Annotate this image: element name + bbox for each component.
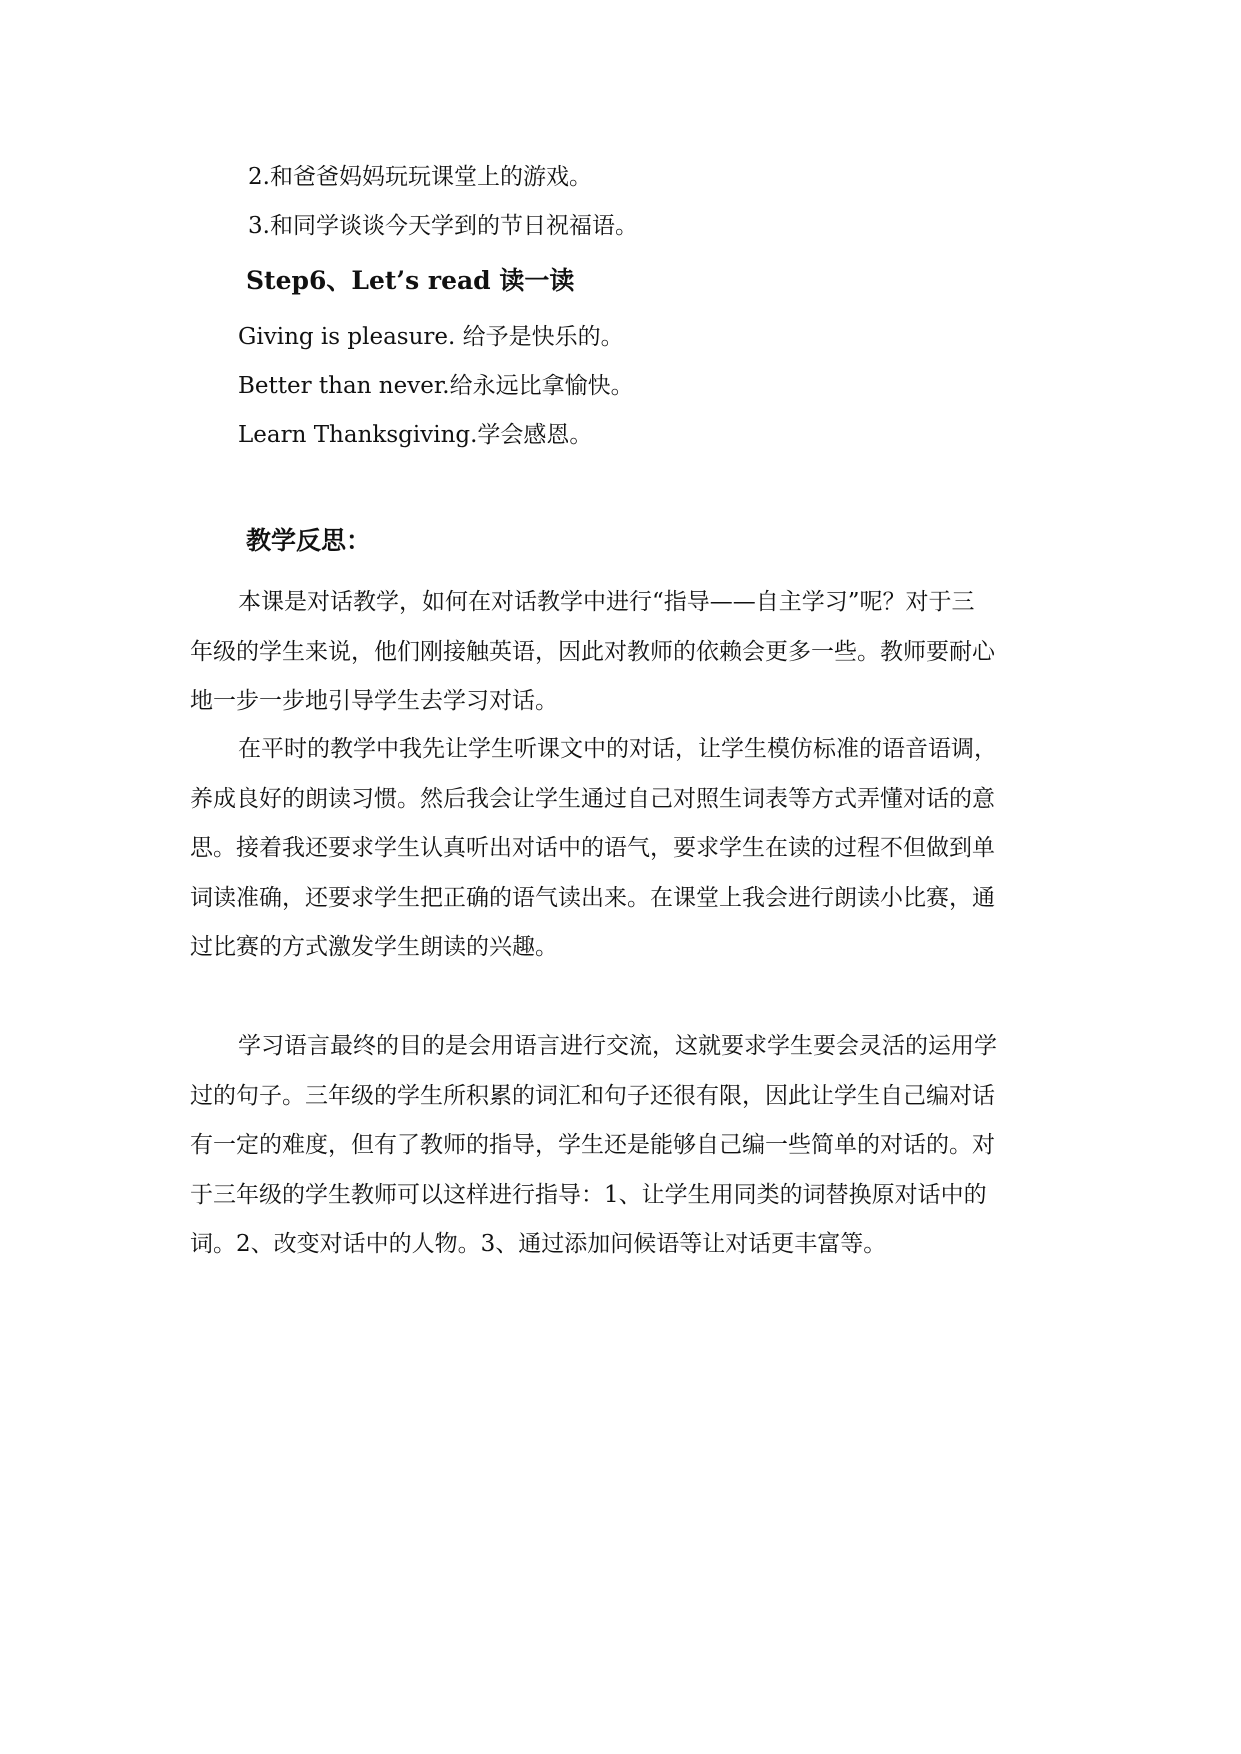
step6-heading: Step6、Let’s read 读一读: [246, 266, 575, 295]
paragraph-line: 学习语言最终的目的是会用语言进行交流，这就要求学生要会灵活的运用学: [238, 1033, 997, 1059]
paragraph-line: 养成良好的朗读习惯。然后我会让学生通过自己对照生词表等方式弄懂对话的意: [190, 785, 995, 812]
paragraph-line: 地一步一步地引导学生去学习对话。: [190, 688, 558, 714]
paragraph-line: 于三年级的学生教师可以这样进行指导：1、让学生用同类的词替换原对话中的: [190, 1181, 987, 1208]
paragraph-line: 词读准确，还要求学生把正确的语气读出来。在课堂上我会进行朗读小比赛，通: [190, 884, 995, 911]
paragraph-line: 本课是对话教学，如何在对话教学中进行“指导——自主学习”呢？对于三: [238, 589, 975, 615]
paragraph-line: 有一定的难度，但有了教师的指导，学生还是能够自己编一些简单的对话的。对: [190, 1132, 995, 1158]
homework-item-2: 2.和爸爸妈妈玩玩课堂上的游戏。: [248, 164, 592, 190]
paragraph-line: 过比赛的方式激发学生朗读的兴趣。: [190, 934, 558, 960]
reflection-paragraph-2: [190, 725, 1060, 973]
reflection-paragraph-3: [190, 1022, 1060, 1270]
paragraph-line: 年级的学生来说，他们刚接触英语，因此对教师的依赖会更多一些。教师要耐心: [190, 638, 995, 665]
read-line-1: Giving is pleasure. 给予是快乐的。: [238, 324, 624, 350]
read-line-2: Better than never.给永远比拿愉快。: [238, 373, 634, 399]
reflection-paragraph-1: [190, 578, 1060, 727]
paragraph-line: 过的句子。三年级的学生所积累的词汇和句子还很有限，因此让学生自己编对话: [190, 1082, 995, 1109]
paragraph-line: 在平时的教学中我先让学生听课文中的对话，让学生模仿标准的语音语调，: [238, 736, 997, 762]
paragraph-line: 思。接着我还要求学生认真听出对话中的语气，要求学生在读的过程不但做到单: [190, 835, 995, 861]
paragraph-line: 词。2、改变对话中的人物。3、通过添加问候语等让对话更丰富等。: [190, 1231, 887, 1257]
read-line-3: Learn Thanksgiving.学会感恩。: [238, 422, 593, 448]
homework-item-3: 3.和同学谈谈今天学到的节日祝福语。: [248, 213, 638, 239]
reflection-heading: 教学反思：: [246, 526, 372, 555]
